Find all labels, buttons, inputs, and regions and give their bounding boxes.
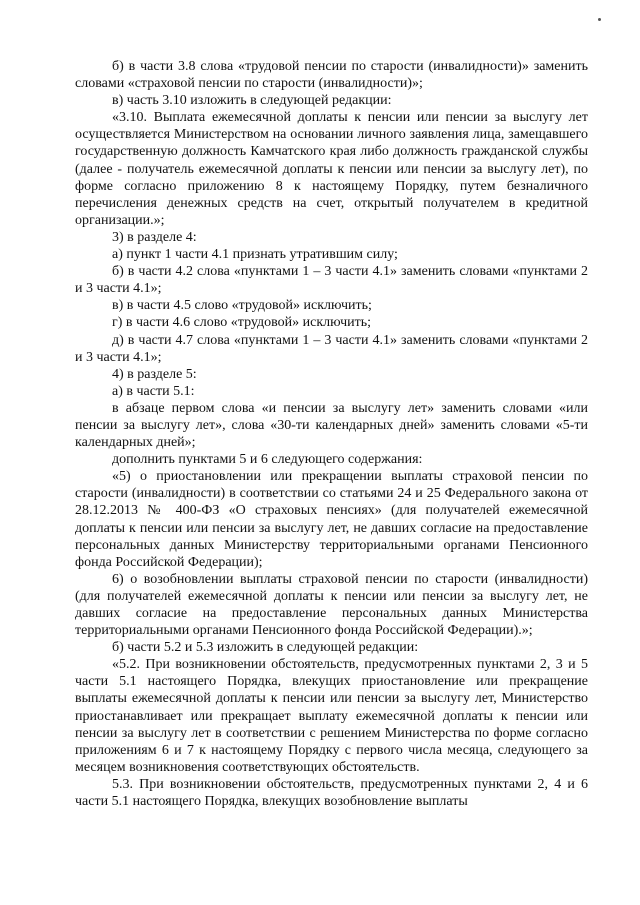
paragraph: б) части 5.2 и 5.3 изложить в следующей редакции: bbox=[112, 640, 419, 656]
paragraph: «5.2. При возникновении обстоятельств, предусмотренных пунктами 2, 3 и 5 части 5.1 настоящего Порядка, влекущих приостановление или прекращение выплаты ежемесячной доплаты к пенсии или пенсии за выслугу лет, Министерство приостанавливает или прекращает выплату ежемесячной доплаты к пенсии или пенсии за выслугу лет в соответствии с решением Министерства по форме согласно приложениям 6 и 7 к настоящему Порядку с первого числа месяца, следующего за месяцем возникновения соответствующих обстоятельств. bbox=[75, 657, 588, 775]
paragraph: д) в части 4.7 слова «пунктами 1 – 3 части 4.1» заменить словами «пунктами 2 и 3 части 4.1»; bbox=[75, 332, 588, 365]
paragraph: 3) в разделе 4: bbox=[112, 229, 197, 245]
scan-speck bbox=[598, 18, 601, 21]
paragraph: в) в части 4.5 слово «трудовой» исключить; bbox=[112, 298, 372, 314]
paragraph: «5) о приостановлении или прекращении выплаты страховой пенсии по старости (инвалидности) в соответствии со статьями 24 и 25 Федерального закона от 28.12.2013 № 400-ФЗ «О страховых пенсиях» (для получателей ежемесячной доплаты к пенсии или пенсии за выслугу лет, не давших согласие на предоставление персональных данных Министерству территориальными органами Пенсионного фонда Российской Федерации); bbox=[75, 469, 588, 570]
paragraph: б) в части 4.2 слова «пунктами 1 – 3 части 4.1» заменить словами «пунктами 2 и 3 части 4.1»; bbox=[75, 264, 588, 297]
paragraph: 5.3. При возникновении обстоятельств, предусмотренных пунктами 2, 4 и 6 части 5.1 настоящего Порядка, влекущих возобновление выплаты bbox=[75, 776, 588, 810]
document-body bbox=[75, 58, 588, 810]
paragraph: б) в части 3.8 слова «трудовой пенсии по старости (инвалидности)» заменить словами «страховой пенсии по старости (инвалидности)»; bbox=[75, 59, 588, 92]
paragraph: «3.10. Выплата ежемесячной доплаты к пенсии или пенсии за выслугу лет осуществляется Министерством на основании личного заявления лица, замещавшего государственную должность Камчатского края либо должность гражданской службы (далее - получатель ежемесячной доплаты к пенсии или пенсии за выслугу лет), по форме согласно приложению 8 к настоящему Порядку, путем безналичного перечисления денежных средств на счет, открытый получателем в кредитной организации.»; bbox=[75, 110, 588, 228]
paragraph: дополнить пунктами 5 и 6 следующего содержания: bbox=[112, 452, 423, 468]
paragraph: а) пункт 1 части 4.1 признать утратившим силу; bbox=[112, 247, 398, 263]
paragraph: 6) о возобновлении выплаты страховой пенсии по старости (инвалидности) (для получателей ежемесячной доплаты к пенсии или пенсии за выслугу лет, не давших согласие на предоставление персональных данных Министерства территориальными органами Пенсионного фонда Российской Федерации).»; bbox=[75, 571, 588, 639]
paragraph: а) в части 5.1: bbox=[112, 383, 195, 399]
paragraph: в) часть 3.10 изложить в следующей редакции: bbox=[112, 93, 392, 109]
paragraph: 4) в разделе 5: bbox=[112, 366, 197, 382]
paragraph: в абзаце первом слова «и пенсии за выслугу лет» заменить словами «или пенсии за выслугу лет», слова «30-ти календарных дней» заменить словами «5-ти календарных дней»; bbox=[75, 400, 588, 451]
paragraph: г) в части 4.6 слово «трудовой» исключить; bbox=[112, 315, 372, 331]
